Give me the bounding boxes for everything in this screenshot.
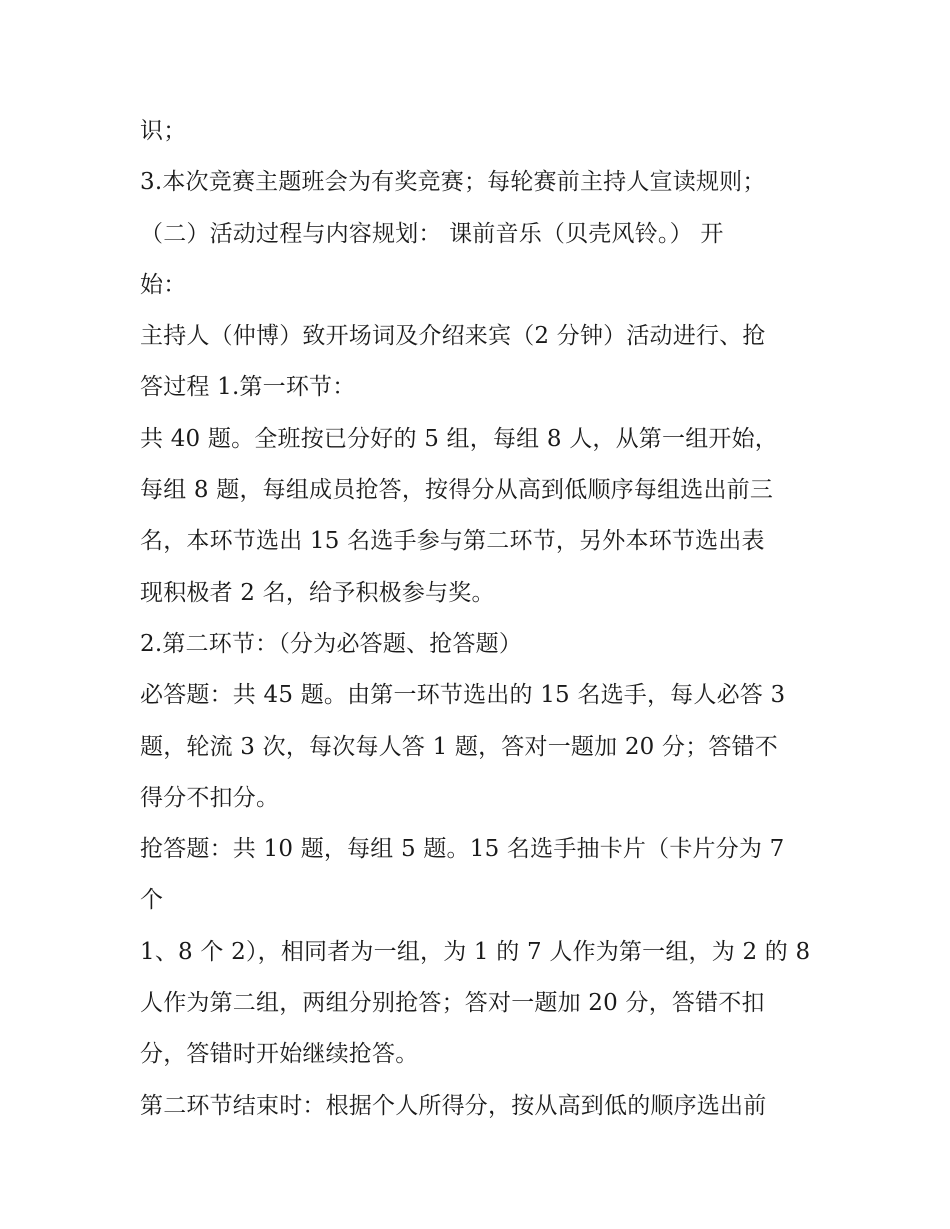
text-line: 每组 8 题，每组成员抢答，按得分从高到低顺序每组选出前三 xyxy=(140,477,774,504)
text-line: 第二环节结束时：根据个人所得分，按从高到低的顺序选出前 xyxy=(140,1092,767,1119)
text-line: 共 40 题。全班按已分好的 5 组，每组 8 人，从第一组开始， xyxy=(140,425,778,452)
text-line: 始： xyxy=(140,271,187,298)
document-body xyxy=(140,106,830,1132)
text-line: 抢答题：共 10 题，每组 5 题。15 名选手抽卡片（卡片分为 7 xyxy=(140,836,785,863)
text-line: 3.本次竞赛主题班会为有奖竞赛；每轮赛前主持人宣读规则； xyxy=(140,169,766,196)
text-line: 1、8 个 2），相同者为一组，为 1 的 7 人作为第一组，为 2 的 8 xyxy=(140,938,811,965)
text-line: 分，答错时开始继续抢答。 xyxy=(140,1041,419,1068)
text-line: 主持人（仲博）致开场词及介绍来宾（2 分钟）活动进行、抢 xyxy=(140,323,766,350)
text-line: 答过程 1.第一环节： xyxy=(140,374,356,401)
text-line: 2.第二环节：（分为必答题、抢答题） xyxy=(140,630,523,657)
text-line: （二）活动过程与内容规划： 课前音乐（贝壳风铃。） 开 xyxy=(140,220,724,247)
text-line: 现积极者 2 名，给予积极参与奖。 xyxy=(140,579,495,606)
text-line: 题，轮流 3 次，每次每人答 1 题，答对一题加 20 分；答错不 xyxy=(140,733,778,760)
text-line: 得分不扣分。 xyxy=(140,784,280,811)
text-line: 人作为第二组，两组分别抢答；答对一题加 20 分，答错不扣 xyxy=(140,990,765,1017)
text-line: 名，本环节选出 15 名选手参与第二环节，另外本环节选出表 xyxy=(140,528,765,555)
text-line: 个 xyxy=(140,887,164,914)
text-line: 识； xyxy=(140,118,187,144)
text-line: 必答题：共 45 题。由第一环节选出的 15 名选手，每人必答 3 xyxy=(140,682,786,709)
